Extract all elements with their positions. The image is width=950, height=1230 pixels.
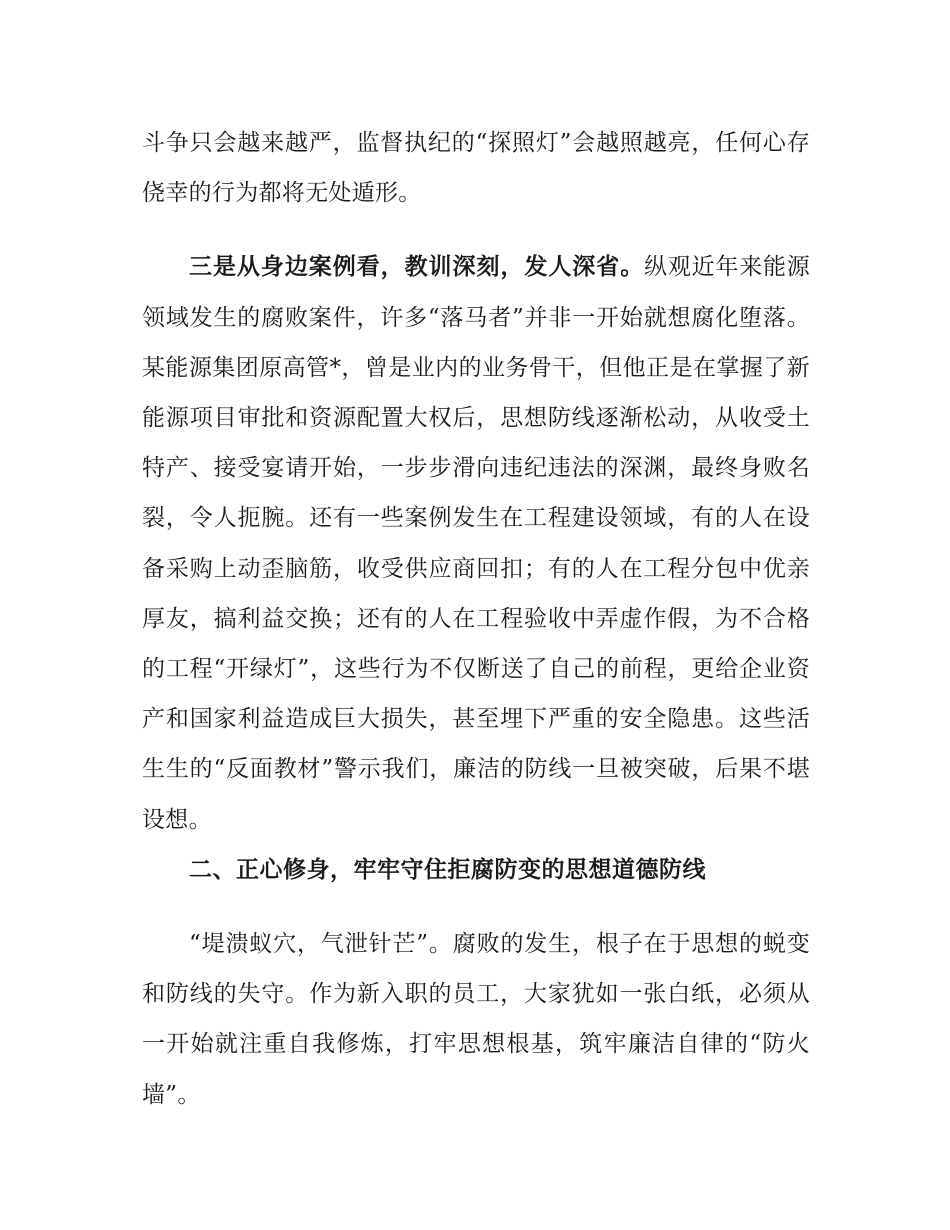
paragraph-lead-sentence: 三是从身边案例看，教训深刻，发人深省。 — [189, 254, 645, 281]
section-heading: 二、正心修身，牢牢守住拒腐防变的思想道德防线 — [189, 856, 706, 883]
document-page — [142, 118, 810, 1120]
paragraph-continuation: 斗争只会越来越严，监督执纪的“探照灯”会越照越亮，任何心存侥幸的行为都将无处遁形。 — [142, 130, 810, 207]
paragraph-case-lessons — [142, 242, 810, 844]
paragraph-body-text: 纵观近年来能源领域发生的腐败案件，许多“落马者”并非一开始就想腐化堕落。某能源集团原高管*，曾是业内的业务骨干，但他正是在掌握了新能源项目审批和资源配置大权后，思想防线逐渐松动，从收受土特产、接受宴请开始，一步步滑向违纪违法的深渊，最终身败名裂，令人扼腕。还有一些案例发生在工程建设领域，有的人在设备采购上动歪脑筋，收受供应商回扣；有的人在工程分包中优亲厚友，搞利益交换；还有的人在工程验收中弄虚作假，为不合格的工程“开绿灯”，这些行为不仅断送了自己的前程，更给企业资产和国家利益造成巨大损失，甚至埋下严重的安全隐患。这些活生生的“反面教材”警示我们，廉洁的防线一旦被突破，后果不堪设想。 — [142, 254, 811, 833]
paragraph-intro: “堤溃蚁穴，气泄针芒”。腐败的发生，根子在于思想的蜕变和防线的失守。作为新入职的员工，大家犹如一张白纸，必须从一开始就注重自我修炼，打牢思想根基，筑牢廉洁自律的“防火墙”。 — [142, 931, 810, 1108]
